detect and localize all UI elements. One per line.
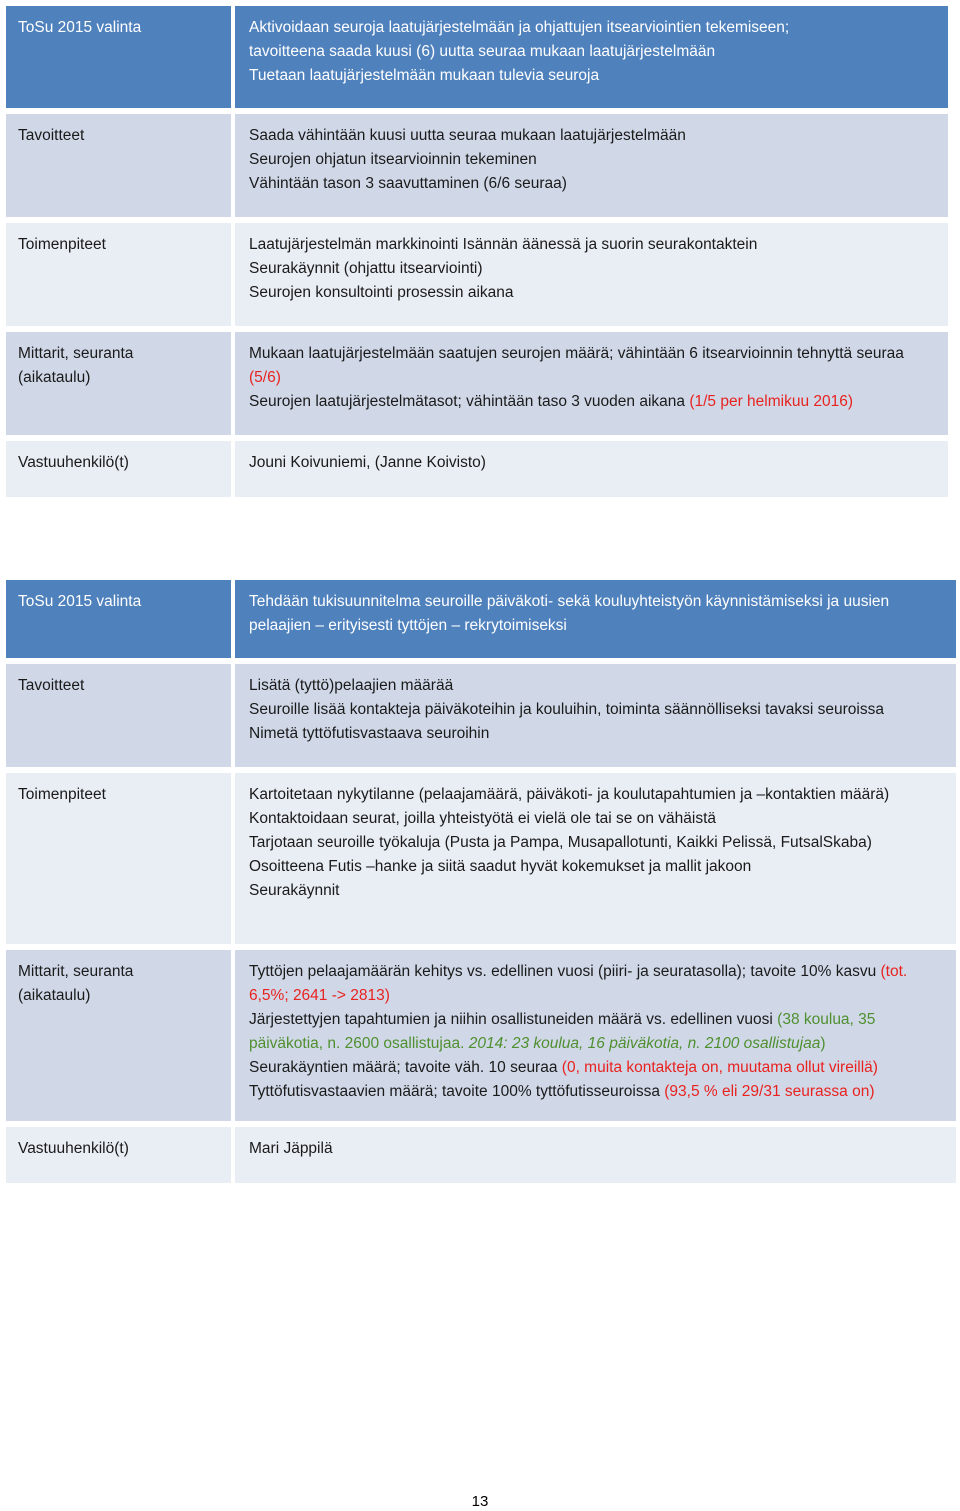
status-green: (38 koulua, 35 päiväkotia, n. 2600 osallistujaa. (249, 1011, 876, 1052)
row-label: ToSu 2015 valinta (6, 580, 231, 658)
row-label: Tavoitteet (6, 664, 231, 767)
row-value: Lisätä (tyttö)pelaajien määrää Seuroille lisää kontakteja päiväkoteihin ja kouluihin, toiminta säännölliseksi tavaksi seuroissa Nimetä tyttöfutisvastaava seuroihin (235, 664, 956, 767)
table-row (6, 332, 948, 435)
table-row (6, 6, 948, 108)
table-row (6, 580, 956, 658)
status-red: (93,5 % eli 29/31 seurassa on) (664, 1083, 875, 1100)
status-green-italic: 2014: 23 koulua, 16 päiväkotia, n. 2100 osallistujaa (468, 1035, 821, 1052)
goal-table-2 (2, 574, 960, 1189)
status-red: (0, muita kontakteja on, muutama ollut vireillä) (561, 1059, 878, 1076)
row-label: Mittarit, seuranta (aikataulu) (6, 332, 231, 435)
table-row (6, 664, 956, 767)
row-value: Tehdään tukisuunnitelma seuroille päiväkoti- sekä kouluyhteistyön käynnistämiseksi ja uusien pelaajien – erityisesti tyttöjen – rekrytoimiseksi (235, 580, 956, 658)
row-value: Mukaan laatujärjestelmään saatujen seurojen määrä; vähintään 6 itsearvioinnin tehnyttä seuraa (5/6) Seurojen laatujärjestelmätasot; vähintään taso 3 vuoden aikana (1/5 per helmikuu 2016) (235, 332, 948, 435)
table-row (6, 950, 956, 1121)
row-label: Toimenpiteet (6, 223, 231, 326)
row-value: Tyttöjen pelaajamäärän kehitys vs. edellinen vuosi (piiri- ja seuratasolla); tavoite 10% kasvu (tot. 6,5%; 2641 -> 2813) Järjestettyjen tapahtumien ja niihin osallistuneiden määrä vs. edellinen vuosi (38 koulua, 35 päiväkotia, n. 2600 osallistujaa. 2014: 23 koulua, 16 päiväkotia, n. 2100 osallistujaa) Seurakäyntien määrä; tavoite väh. 10 seuraa (0, muita kontakteja on, muutama ollut vireillä) Tyttöfutisvastaavien määrä; tavoite 100% tyttöfutisseuroissa (93,5 % eli 29/31 seurassa on) (235, 950, 956, 1121)
row-label: Tavoitteet (6, 114, 231, 217)
row-value: Jouni Koivuniemi, (Janne Koivisto) (235, 441, 948, 497)
goal-table-1 (2, 0, 952, 503)
row-label: Mittarit, seuranta (aikataulu) (6, 950, 231, 1121)
row-value: Aktivoidaan seuroja laatujärjestelmään ja ohjattujen itsearviointien tekemiseen; tavoitteena saada kuusi (6) uutta seuraa mukaan laatujärjestelmään Tuetaan laatujärjestelmään mukaan tulevia seuroja (235, 6, 948, 108)
table-row (6, 773, 956, 944)
row-label: Vastuuhenkilö(t) (6, 441, 231, 497)
table-row (6, 114, 948, 217)
status-red: (1/5 per helmikuu 2016) (689, 393, 854, 410)
row-value: Kartoitetaan nykytilanne (pelaajamäärä, päiväkoti- ja koulutapahtumien ja –kontaktien määrä) Kontaktoidaan seurat, joilla yhteistyötä ei vielä ole tai se on vähäistä Tarjotaan seuroille työkaluja (Pusta ja Pampa, Musapallotunti, Kaikki Pelissä, FutsalSkaba) Osoitteena Futis –hanke ja siitä saadut hyvät kokemukset ja mallit jakoon Seurakäynnit (235, 773, 956, 944)
row-label: Toimenpiteet (6, 773, 231, 944)
page-number: 13 (471, 1493, 489, 1510)
status-red: (tot. 6,5%; 2641 -> 2813) (249, 963, 908, 1004)
table-row (6, 223, 948, 326)
row-label: ToSu 2015 valinta (6, 6, 231, 108)
row-value: Mari Jäppilä (235, 1127, 956, 1183)
table-row (6, 441, 948, 497)
table-row (6, 1127, 956, 1183)
row-label: Vastuuhenkilö(t) (6, 1127, 231, 1183)
row-value: Saada vähintään kuusi uutta seuraa mukaan laatujärjestelmään Seurojen ohjatun itsearvioinnin tekeminen Vähintään tason 3 saavuttaminen (6/6 seuraa) (235, 114, 948, 217)
row-value: Laatujärjestelmän markkinointi Isännän äänessä ja suorin seurakontaktein Seurakäynnit (ohjattu itsearviointi) Seurojen konsultointi prosessin aikana (235, 223, 948, 326)
status-red: (5/6) (249, 369, 281, 386)
